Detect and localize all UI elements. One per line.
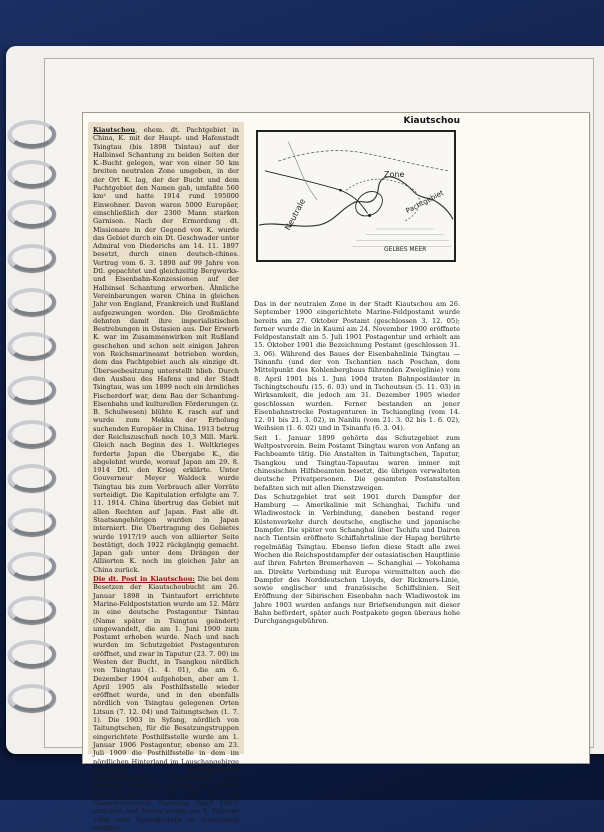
railway-line — [265, 171, 368, 214]
binder-ring — [8, 244, 56, 272]
city-marker — [339, 189, 342, 192]
binder-ring — [8, 288, 56, 316]
binder-rings — [0, 0, 70, 800]
right-text-column — [254, 300, 460, 740]
binder-ring — [8, 552, 56, 580]
binder-ring — [8, 684, 56, 712]
map-label-neutrale: Neutrale — [283, 197, 308, 232]
binder-ring — [8, 160, 56, 188]
post-paragraph — [93, 575, 239, 832]
sea-hatching — [352, 229, 451, 246]
left-text-column — [88, 122, 244, 832]
binder-ring — [8, 640, 56, 668]
map-drawing — [258, 132, 454, 260]
neutral-zone-paragraph: Das in der neutralen Zone in der Stadt Kiautschou am 26. September 1900 eingerichtete Marine-Feldpostamt wurde bereits am 27. Oktober Postamt (geschlossen 3. 12. 05); ferner wurde die in Kaumi am 24. November 1900 eröffnete Feldpostanstalt am 5. Juli 1901 Postagentur und erhielt am 15. Oktober 1901 die Bezeichnung Postamt (geschlossen 31. 3. 06). Während des Baues der Eisenbahnlinie Tsingtau — Tsinanfu (und der von Tschantien nach Poschan, dem Mittelpunkt des Kohlenbergbaus führenden Zweiglinie) vom 8. April 1901 bis 1. Juni 1904 traten Bahnpostämter in Tschingtschoufu (15. 6. 03) und in Tschoutsun (5. 11. 03) in Wirksamkeit, die jedoch am 31. Dezember 1905 wieder geschlossen wurden. Ferner bestanden an jener Eisenbahnstrecke Postagenturen in Tschiangling (vom 14. 12. 01 bis 21. 3. 02), in Nanliu (vom 21. 3. 02 bis 1. 6. 02), Weihsien (1. 6. 02) und in Tsinanfu (6. 3. 04). — [254, 300, 460, 433]
keyword-kiautschou: Kiautschou — [93, 126, 136, 134]
map-label-pachtgebiet: Pachtgebiet — [404, 188, 445, 216]
keyword-post: Die dt. Post in Kiautschou: — [93, 575, 195, 584]
binder-ring — [8, 120, 56, 148]
binder-ring — [8, 596, 56, 624]
binder-ring — [8, 200, 56, 228]
kiautschou-map — [256, 130, 456, 262]
map-label-zone: Zone — [384, 170, 405, 179]
binder-ring — [8, 420, 56, 448]
map-label-sea: GELBES MEER — [384, 246, 427, 253]
river — [288, 142, 317, 200]
history-paragraph — [93, 126, 239, 574]
post-text: Die bei dem Besetzen der Kiautschoubucht am 26. Januar 1898 in Tsintaufort errichtete Marine-Feldpoststation wurde am 12. März in eine deutsche Postagentur Tsintau (Name später in Tsingtau geändert) umgewandelt, die am 1. Juni 1900 zum Postamt erhoben wurde. Nach und nach wurden im Schutzgebiet Postagenturen eröffnet, und zwar in Taputur (23. 7. 00) im Westen der Bucht, in Tsangkou nördlich von Tsingtau (1. 4. 01), die am 6. Dezember 1904 aufgehoben, aber am 1. April 1905 als Posthilfsstelle wieder eröffnet wurde, und in den ebenfalls nördlich von Tsingtau gelegenen Orten Litsun (7. 12. 04) und Taitungtschen (1. 7. 1). Die 1903 in Syfang, nördlich von Taitungtschen, für die Besatzungstruppen eingerichtete Posthilfsstelle wurde am 1. Januar 1906 Postagentur, ebenso am 23. Juli 1909 die Posthilfsstelle in dem im nördlichen Hinterland im Lauschangebirge gelegenen Erholungsheim Mecklenburghaus. Zweigstellen des Postamts Tsingtau wurden im Großen Hafen (15. 1. 10) und in der Chinesenvorstadt Tapautau (April 1905) errichtet und ferner wurde am 1. Februar 1908 eine Posthilfsstelle in Schatsykou eröffnet. — [93, 575, 239, 832]
postal-union-paragraph: Seit 1. Januar 1899 gehörte das Schutzgebiet zum Weltpostverein. Beim Postamt Tsingtau waren von Anfang an Fachbeamte tätig. Die Anstalten in Taitungtschen, Taputur, Tsangkou und Tsingtau-Tapautau waren immer mit chinesischen Hilfsbeamten besetzt, die übrigen verwalteten deutsche Privatpersonen. Die gesamten Postanstalten befaßten sich mit allen Dienstzweigen. — [254, 433, 460, 492]
binder-ring — [8, 376, 56, 404]
map-title: Kiautschou — [403, 116, 460, 126]
city-marker — [368, 214, 371, 217]
binder-ring — [8, 508, 56, 536]
binder-ring — [8, 464, 56, 492]
history-text: , ehem. dt. Pachtgebiet in China, K. mit der Haupt- und Hafenstadt Tsingtau (bis 1898 Tsintau) auf der Halbinsel Schantung zu beiden Seiten der K.-Bucht gelegen, war von einer 50 km breiten neutralen Zone umgeben, in der der Ort K. lag, der der Bucht und dem Pachtgebiet den Namen gab, umfaßte 560 km² und hatte 1914 rund 195000 Einwohner. Davon waren 5000 Europäer, einschließlich der 2300 Mann starken Garnison. Nach der Ermordung dt. Missionare in der Gegend von K. wurde das Gebiet durch ein Dt. Geschwader unter Admiral von Diederichs am 14. 11. 1897 besetzt, durch einen deutsch-chines. Vertrag vom 6. 3. 1898 auf 99 Jahre von Dtl. gepachtet und gleichzeitig Bergwerks- und Eisenbahn-Konzessionen auf der Halbinsel Schantung erworben. Ähnliche Vereinbarungen waren China in gleichen Jahr von England, Frankreich und Rußland aufgezwungen worden. Die Großmächte dehnten damit ihre imperialistischen Bestrebungen in Ostasien aus. Der Erwerb K. war im Zusammenwirken mit Rußland geschehen und schon seit einigen Jahren von Reichsmarineamt betrieben worden, dem das Pachtgebiet auch als einzige dt. Überseebesitzung unterstellt blieb. Durch den Ausbau des Hafens und der Stadt Tsingtau, was um 1899 noch ein ärmliches Fischerdorf war, dem Bau der Schantung-Eisenbahn und kulturellen Förderungen (z. B. Schulwesen) blühte K. rasch auf und wurde zum Mekka der Erholung suchenden Europäer in China. 1913 betrug der Reichszuschuß noch 10,3 Mill. Mark. Gleich nach Beginn des 1. Weltkrieges forderte Japan die Übergabe K., die abgelehnt wurde, worauf Japan am 29. 8. 1914 Dtl. den Krieg erklärte. Unter Gouverneur Meyer Waldeck wurde Tsingtau bis zum Verbrauch aller Vorräte verteidigt. Die Kapitulation erfolgte am 7. 11. 1914. China übertrug das Gebiet mit allen Rechten auf Japan. Fast alle dt. Staatsangehörigen wurden in Japan interniert. Die Übertragung des Gebietes wurde 1917/19 auch von alliierter Seite bestätigt, doch 1922 rückgängig gemacht. Japan gab unter dem Drängen der Alliierten K. noch im gleichen Jahr an China zurück. — [93, 126, 239, 574]
shipping-paragraph: Das Schutzgebiet trat seit 1901 durch Dampfer der Hamburg — Amerikalinie mit Schanghai, Tschifu und Wladiwostock in Verbindung, daneben bestand reger Küstenverkehr durch deutsche, englische und japanische Dampfer. Die später von Schanghai über Tschifu und Dairen nach Tientsin eröffnete Schiffahrtslinie der Hapag berührte regelmäßig Tsingtau. Ebenso liefen diese Stadt alle zwei Wochen die Reichspostdampfer der ostasiatischen Hauptlinie auf ihren Fahrten Bremerhaven — Schanghai — Yokohama an. Direkte Verbindung mit Europa vermittelten auch die Dampfer des Norddeutschen Lloyds, der Rickmers-Linie, sowie englischer und französische Schiffslinien. Seit Eröffnung der Sibirischen Eisenbahn nach Wladiwostok im Jahre 1903 wurden anfangs nur Briefsendungen mit dieser Bahn befördert, später auch Postpakete gegen überaus hohe Durchgangsgebühren. — [254, 492, 460, 626]
neutral-zone-boundary — [278, 151, 449, 171]
binder-ring — [8, 332, 56, 360]
